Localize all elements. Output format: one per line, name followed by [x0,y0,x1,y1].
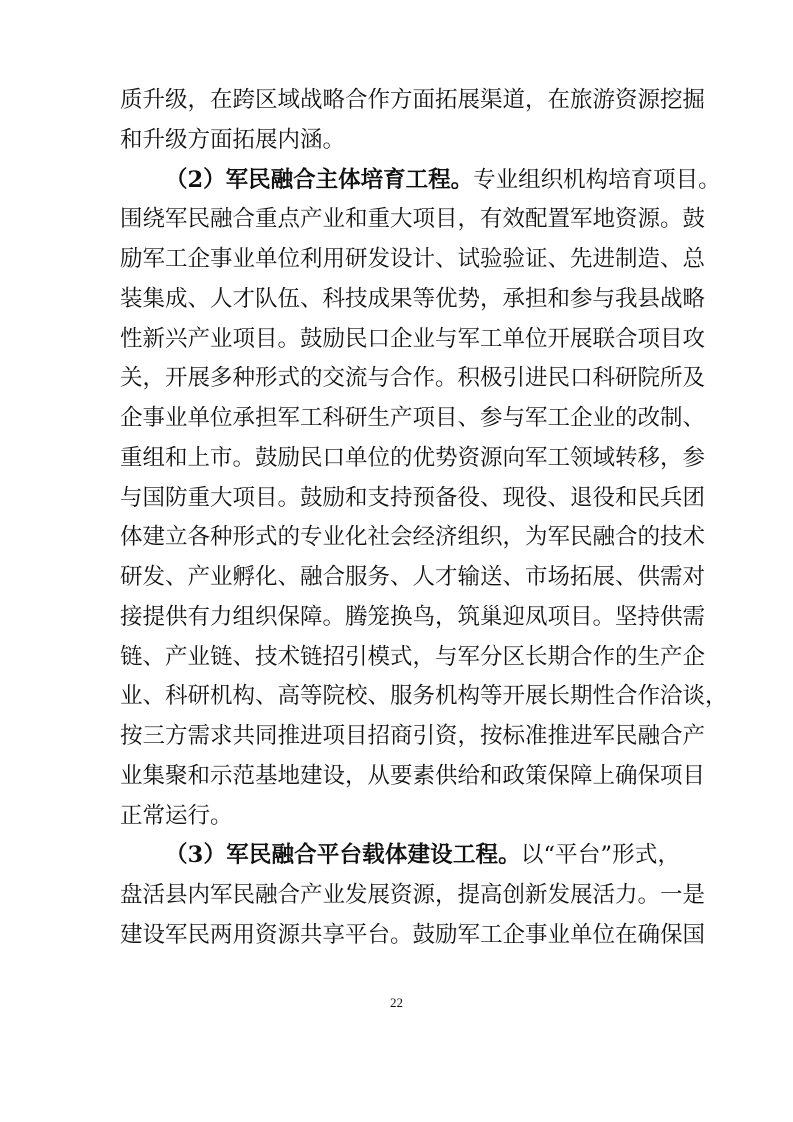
text-line: 体建立各种形式的专业化社会经济组织，为军民融合的技术 [120,524,706,550]
text-line: 业、科研机构、高等院校、服务机构等开展长期性合作洽谈， [120,683,728,709]
text-line: 关，开展多种形式的交流与合作。积极引进民口科研院所及 [120,365,706,391]
section-3-heading: （3）军民融合平台载体建设工程。 [165,842,521,868]
text-line: 接提供有力组织保障。腾笼换鸟，筑巢迎凤项目。坚持供需 [120,604,706,630]
text-line: 盘活县内军民融合产业发展资源，提高创新发展活力。一是 [120,882,706,908]
section-2-first-line [165,165,721,195]
section-2-first-rest: 专业组织机构培育项目。 [473,167,721,193]
text-line: 链、产业链、技术链招引模式，与军分区长期合作的生产企 [120,644,706,670]
text-line: 重组和上市。鼓励民口单位的优势资源向军工领域转移，参 [120,445,706,471]
text-line: 与国防重大项目。鼓励和支持预备役、现役、退役和民兵团 [120,485,706,511]
section-3-first-rest: 以“平台”形式， [520,842,680,868]
page-number: 22 [390,995,403,1010]
text-line: 和升级方面拓展内涵。 [120,127,346,153]
text-line: 建设军民两用资源共享平台。鼓励军工企事业单位在确保国 [120,922,706,948]
text-line: 性新兴产业项目。鼓励民口企业与军工单位开展联合项目攻 [120,326,706,352]
text-line: 围绕军民融合重点产业和重大项目，有效配置军地资源。鼓 [120,206,706,232]
text-line: 正常运行。 [120,803,233,829]
text-line: 励军工企事业单位利用研发设计、试验验证、先进制造、总 [120,246,706,272]
text-line: 按三方需求共同推进项目招商引资，按标准推进军民融合产 [120,723,706,749]
text-line: 研发、产业孵化、融合服务、人才输送、市场拓展、供需对 [120,564,706,590]
section-3-first-line [165,840,680,870]
text-line: 质升级，在跨区域战略合作方面拓展渠道，在旅游资源挖掘 [120,87,706,113]
text-line: 装集成、人才队伍、科技成果等优势，承担和参与我县战略 [120,286,706,312]
text-line: 企事业单位承担军工科研生产项目、参与军工企业的改制、 [120,405,706,431]
section-2-heading: （2）军民融合主体培育工程。 [165,167,474,193]
text-line: 业集聚和示范基地建设，从要素供给和政策保障上确保项目 [120,763,706,789]
